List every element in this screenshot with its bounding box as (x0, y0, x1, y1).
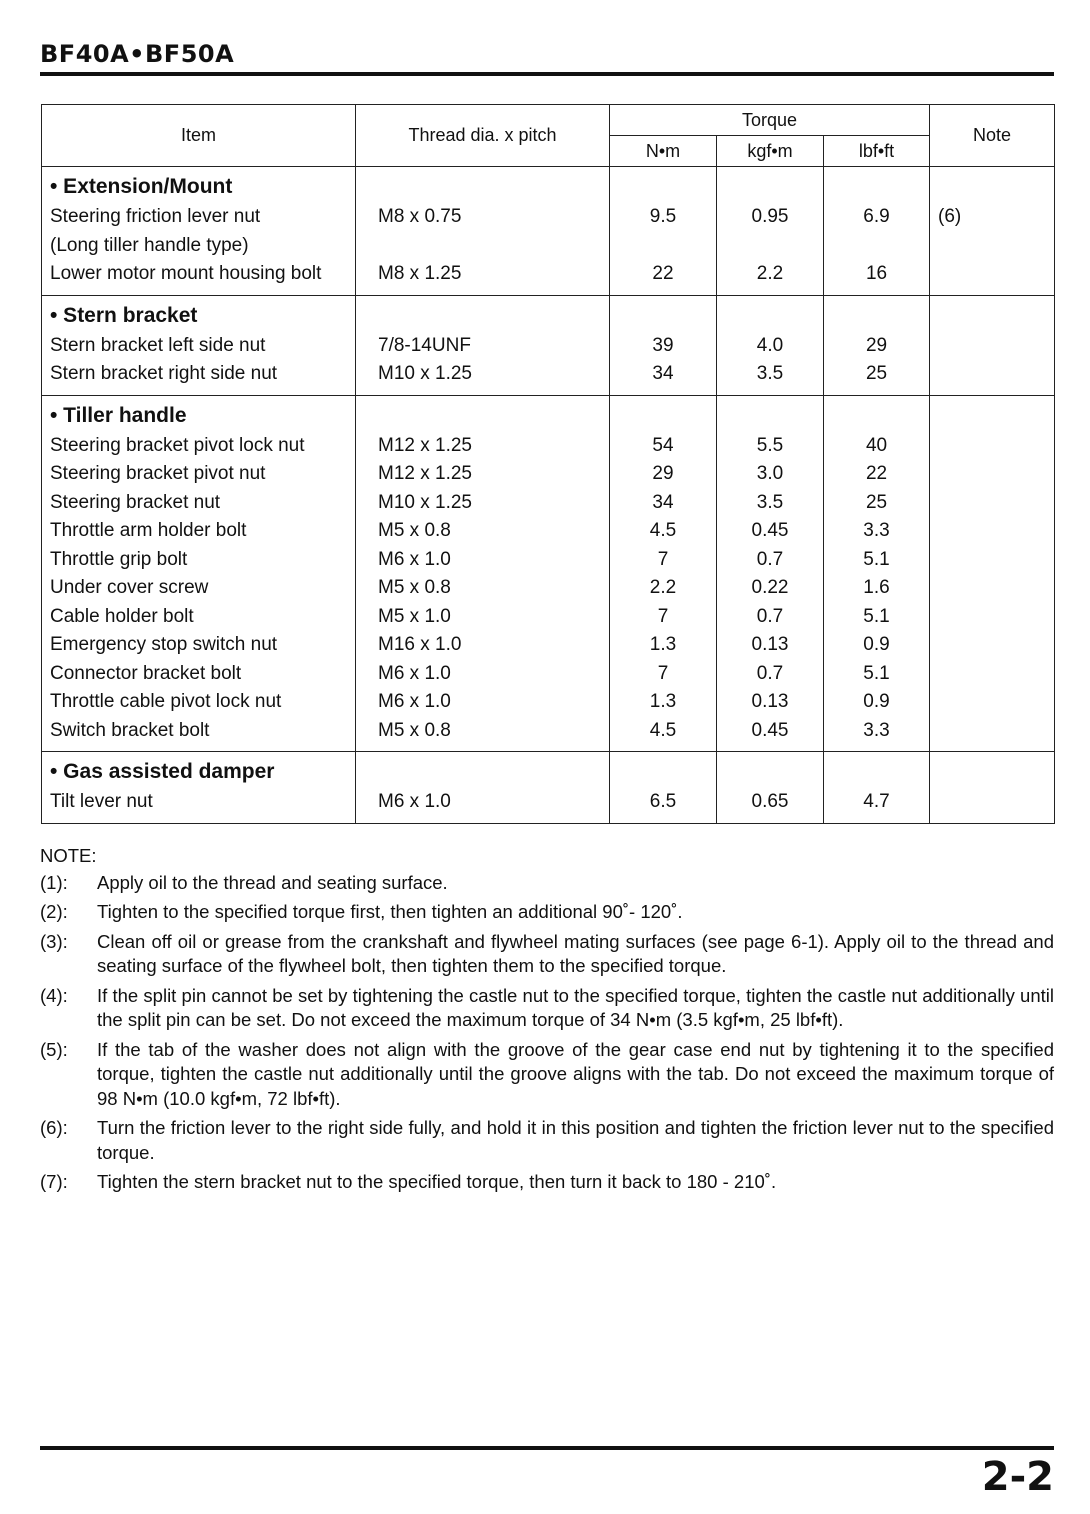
cell-kgfm: 0.95 (751, 206, 789, 227)
column-cell-lbfft (824, 752, 930, 824)
section-heading: • Tiller handle (50, 403, 187, 427)
cell-lbfft: 16 (865, 263, 888, 284)
cell-nm: 2.2 (649, 577, 677, 598)
cell-note (938, 332, 1046, 361)
cell-thread: M5 x 0.8 (378, 520, 451, 541)
column-cell-kgfm (717, 167, 824, 296)
cell-nm: 7 (657, 548, 669, 570)
cell-item: Throttle arm holder bolt (50, 520, 247, 541)
notes-list (40, 871, 1054, 1195)
note-item (40, 1116, 1054, 1165)
column-cell-thread (356, 295, 610, 395)
note-text: Apply oil to the thread and seating surface. (97, 871, 448, 893)
cell-lbfft: 4.7 (863, 791, 890, 812)
column-cell-thread (356, 395, 610, 752)
cell-note (938, 688, 1046, 717)
note-number: (6): (40, 1117, 68, 1138)
column-header-nm: N•m (610, 136, 717, 167)
cell-note (938, 360, 1046, 389)
section-heading: • Extension/Mount (50, 175, 233, 198)
column-header-lbfft: lbf•ft (824, 136, 930, 167)
cell-kgfm: 3.5 (756, 491, 784, 513)
note-number: (4): (40, 984, 68, 1006)
column-header-thread: Thread dia. x pitch (356, 105, 610, 167)
cell-nm: 39 (652, 334, 674, 356)
note-text: If the tab of the washer does not align with the groove of the gear case end nut by tightening it to the specified torque, tighten the castle nut additionally until the groove aligns with the tab. Do not exceed the maximum torque of 98 N•m (10.0 kgf•m, 72 lbf•ft). (97, 1038, 1054, 1109)
cell-item: Connector bracket bolt (50, 662, 242, 684)
cell-thread: M6 x 1.0 (378, 662, 451, 684)
cell-kgfm: 0.22 (751, 577, 789, 598)
table-section (42, 295, 1055, 395)
cell-nm: 22 (652, 263, 674, 284)
header-rule (40, 72, 1054, 76)
cell-thread: M10 x 1.25 (378, 363, 472, 384)
column-cell-thread (356, 752, 610, 824)
cell-kgfm: 3.0 (756, 463, 784, 484)
note-number: (2): (40, 901, 68, 922)
column-cell-item (42, 395, 356, 752)
cell-note (938, 631, 1046, 660)
column-header-torque: Torque (610, 105, 930, 136)
note-item (40, 930, 1054, 979)
cell-note (938, 489, 1046, 518)
column-cell-lbfft (824, 167, 930, 296)
cell-lbfft: 0.9 (863, 634, 890, 655)
column-header-note: Note (930, 105, 1055, 167)
cell-nm: 9.5 (649, 206, 677, 227)
column-cell-item (42, 752, 356, 824)
cell-nm: 7 (657, 605, 669, 627)
cell-item: Stern bracket left side nut (50, 334, 266, 356)
cell-item: Cable holder bolt (50, 605, 194, 627)
cell-thread: 7/8-14UNF (378, 334, 471, 356)
cell-nm: 54 (652, 434, 674, 456)
document-title: BF40A•BF50A (40, 40, 235, 68)
cell-thread: M16 x 1.0 (378, 634, 462, 655)
cell-kgfm: 0.7 (756, 548, 784, 570)
cell-lbfft: 22 (865, 463, 888, 484)
note-text: Tighten the stern bracket nut to the specified torque, then turn it back to 180 - 210˚. (97, 1171, 777, 1192)
cell-item: (Long tiller handle type) (50, 234, 249, 256)
cell-nm: 34 (652, 491, 674, 513)
footer-rule (40, 1446, 1054, 1450)
note-text: Clean off oil or grease from the crankshaft and flywheel mating surfaces (see page 6-1). Apply oil to the thread and seating surface of the flywheel bolt, then tighten them to the specified torque. (97, 930, 1054, 976)
cell-nm (618, 232, 708, 261)
cell-thread: M6 x 1.0 (378, 548, 451, 570)
cell-item: Steering friction lever nut (50, 206, 261, 227)
column-cell-nm (610, 752, 717, 824)
column-cell-kgfm (717, 395, 824, 752)
cell-kgfm: 5.5 (756, 434, 784, 456)
column-header-kgfm: kgf•m (717, 136, 824, 167)
cell-item: Lower motor mount housing bolt (50, 263, 322, 284)
note-item (40, 1038, 1054, 1112)
cell-item: Steering bracket pivot lock nut (50, 434, 305, 456)
cell-thread: M6 x 1.0 (378, 691, 451, 712)
cell-thread: M12 x 1.25 (378, 434, 472, 456)
cell-lbfft: 6.9 (863, 206, 890, 227)
column-cell-note (930, 752, 1055, 824)
cell-thread: M5 x 0.8 (378, 719, 451, 741)
column-cell-kgfm (717, 295, 824, 395)
cell-thread: M8 x 1.25 (378, 263, 462, 284)
cell-thread: M6 x 1.0 (378, 791, 451, 812)
notes-label: NOTE: (40, 845, 97, 866)
cell-note: (6) (938, 206, 962, 227)
cell-kgfm: 4.0 (756, 334, 784, 356)
cell-kgfm: 0.7 (756, 605, 784, 627)
column-cell-item (42, 295, 356, 395)
note-number: (3): (40, 930, 68, 952)
note-item (40, 871, 1054, 896)
cell-kgfm: 0.65 (751, 791, 789, 812)
cell-item: Throttle grip bolt (50, 548, 188, 570)
table-section (42, 752, 1055, 824)
cell-lbfft: 29 (865, 334, 888, 356)
cell-kgfm: 3.5 (756, 363, 784, 384)
cell-item: Steering bracket pivot nut (50, 463, 266, 484)
section-heading: • Gas assisted damper (50, 760, 275, 783)
column-header-item: Item (42, 105, 356, 167)
cell-lbfft: 0.9 (863, 691, 890, 712)
cell-nm: 7 (657, 662, 669, 684)
column-cell-kgfm (717, 752, 824, 824)
note-item (40, 1170, 1054, 1195)
cell-kgfm (725, 232, 815, 261)
cell-note (938, 660, 1046, 689)
cell-thread: M8 x 0.75 (378, 206, 462, 227)
page-number: 2-2 (981, 1454, 1054, 1500)
note-text: Turn the friction lever to the right side fully, and hold it in this position and tighten the friction lever nut to the specified torque. (97, 1117, 1054, 1163)
cell-note (938, 603, 1046, 632)
cell-thread: M5 x 1.0 (378, 605, 451, 627)
cell-note (938, 232, 1046, 261)
cell-lbfft: 40 (865, 434, 888, 456)
table-section (42, 167, 1055, 296)
cell-nm: 4.5 (649, 520, 677, 541)
cell-note (938, 717, 1046, 746)
cell-kgfm: 0.13 (751, 634, 789, 655)
column-cell-nm (610, 395, 717, 752)
cell-thread: M10 x 1.25 (378, 491, 472, 513)
cell-note (938, 460, 1046, 489)
column-cell-note (930, 167, 1055, 296)
column-cell-nm (610, 295, 717, 395)
cell-lbfft: 25 (865, 363, 888, 384)
note-text: Tighten to the specified torque first, then tighten an additional 90˚- 120˚. (97, 901, 683, 922)
cell-item: Switch bracket bolt (50, 719, 210, 741)
cell-nm: 34 (652, 363, 674, 384)
cell-lbfft: 3.3 (863, 520, 890, 541)
cell-thread: M12 x 1.25 (378, 463, 472, 484)
note-text: If the split pin cannot be set by tightening the castle nut to the specified torque, tighten the castle nut additionally until the split pin can be set. Do not exceed the maximum torque of 34 N•m (3.5 kgf•m, 25 lbf•ft). (97, 984, 1054, 1030)
cell-lbfft: 5.1 (863, 605, 890, 627)
cell-item: Throttle cable pivot lock nut (50, 691, 282, 712)
cell-note (938, 788, 1046, 817)
note-number: (5): (40, 1038, 68, 1060)
torque-spec-table (41, 104, 1055, 824)
note-number: (1): (40, 871, 68, 893)
column-cell-lbfft (824, 395, 930, 752)
cell-lbfft: 1.6 (863, 577, 890, 598)
section-heading: • Stern bracket (50, 303, 198, 327)
cell-note (938, 517, 1046, 546)
cell-kgfm: 0.45 (751, 719, 789, 741)
cell-kgfm: 0.7 (756, 662, 784, 684)
cell-lbfft: 5.1 (863, 548, 890, 570)
column-cell-note (930, 395, 1055, 752)
cell-item: Steering bracket nut (50, 491, 221, 513)
cell-lbfft: 3.3 (863, 719, 890, 741)
cell-nm: 1.3 (649, 691, 677, 712)
cell-kgfm: 0.45 (751, 520, 789, 541)
cell-lbfft: 5.1 (863, 662, 890, 684)
cell-note (938, 546, 1046, 575)
cell-nm: 1.3 (649, 634, 677, 655)
column-cell-thread (356, 167, 610, 296)
cell-nm: 29 (652, 463, 674, 484)
cell-item: Tilt lever nut (50, 791, 153, 812)
cell-note (938, 574, 1046, 603)
cell-note (938, 260, 1046, 289)
notes-section (40, 844, 1054, 1200)
cell-note (938, 432, 1046, 461)
note-number: (7): (40, 1171, 68, 1192)
cell-nm: 4.5 (649, 719, 677, 741)
cell-nm: 6.5 (649, 791, 677, 812)
cell-item: Stern bracket right side nut (50, 363, 278, 384)
cell-lbfft (832, 232, 921, 261)
cell-thread: M5 x 0.8 (378, 577, 451, 598)
cell-item: Emergency stop switch nut (50, 634, 278, 655)
column-cell-note (930, 295, 1055, 395)
column-cell-item (42, 167, 356, 296)
cell-item: Under cover screw (50, 577, 209, 598)
cell-kgfm: 2.2 (756, 263, 784, 284)
table-section (42, 395, 1055, 752)
cell-thread (378, 232, 601, 261)
cell-kgfm: 0.13 (751, 691, 789, 712)
column-cell-nm (610, 167, 717, 296)
note-item (40, 984, 1054, 1033)
cell-lbfft: 25 (865, 491, 888, 513)
column-cell-lbfft (824, 295, 930, 395)
note-item (40, 900, 1054, 925)
